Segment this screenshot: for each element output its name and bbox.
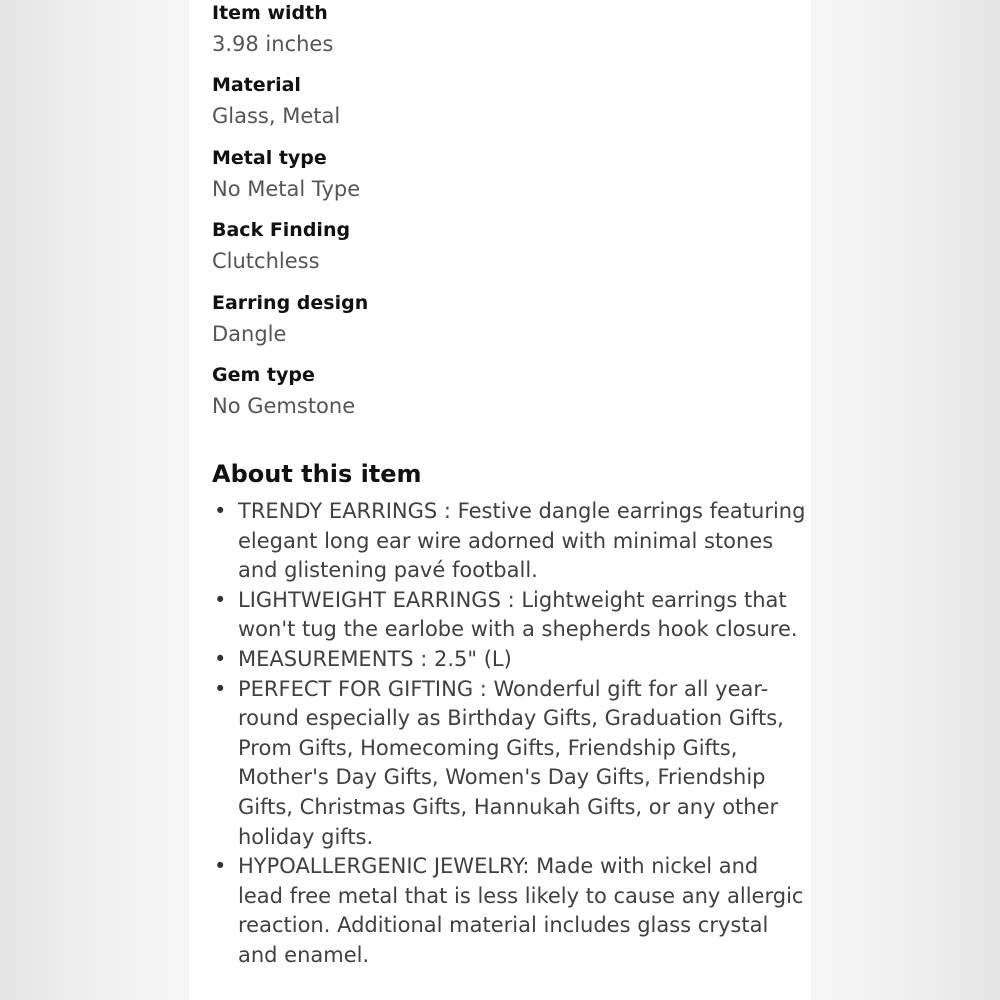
about-bullet-item xyxy=(212,645,807,675)
bullet-text: HYPOALLERGENIC JEWELRY: Made with nickel and lead free metal that is less likely to cause any allergic reaction. Additional material includes glass crystal and enamel. xyxy=(238,854,804,967)
bullet-dot-icon: • xyxy=(214,587,227,612)
about-bullet-item xyxy=(212,675,807,853)
about-section-title: About this item xyxy=(212,460,422,488)
spec-label: Metal type xyxy=(212,147,327,169)
about-bullet-item xyxy=(212,852,807,970)
spec-value: Clutchless xyxy=(212,249,320,273)
bullet-text: MEASUREMENTS : 2.5" (L) xyxy=(238,646,512,671)
spec-value: No Metal Type xyxy=(212,177,361,201)
bullet-dot-icon: • xyxy=(214,676,227,701)
spec-label: Item width xyxy=(212,2,328,24)
spec-label: Gem type xyxy=(212,364,315,386)
about-bullet-list xyxy=(212,497,807,971)
bullet-text: LIGHTWEIGHT EARRINGS : Lightweight earrings that won't tug the earlobe with a shepherds hook closure. xyxy=(238,587,798,642)
spec-label: Earring design xyxy=(212,292,369,314)
product-details-panel xyxy=(189,0,811,1000)
bullet-dot-icon: • xyxy=(214,854,227,879)
about-bullet-item xyxy=(212,497,807,586)
spec-label: Material xyxy=(212,74,301,96)
spec-value: 3.98 inches xyxy=(212,32,334,56)
spec-value: Dangle xyxy=(212,322,287,346)
bullet-text: TRENDY EARRINGS : Festive dangle earrings featuring elegant long ear wire adorned with minimal stones and glistening pavé football. xyxy=(238,499,806,583)
spec-value: Glass, Metal xyxy=(212,104,341,128)
bullet-dot-icon: • xyxy=(214,499,227,523)
bullet-text: PERFECT FOR GIFTING : Wonderful gift for all year-round especially as Birthday Gifts, Graduation Gifts, Prom Gifts, Homecoming Gifts, Friendship Gifts, Mother's Day Gifts, Women's Day Gifts, Friendship Gifts, Christmas Gifts, Hannukah Gifts, or any other holiday gifts. xyxy=(238,676,784,849)
bullet-dot-icon: • xyxy=(214,646,227,671)
about-bullet-item xyxy=(212,586,807,645)
spec-value: No Gemstone xyxy=(212,394,356,418)
spec-label: Back Finding xyxy=(212,219,351,241)
